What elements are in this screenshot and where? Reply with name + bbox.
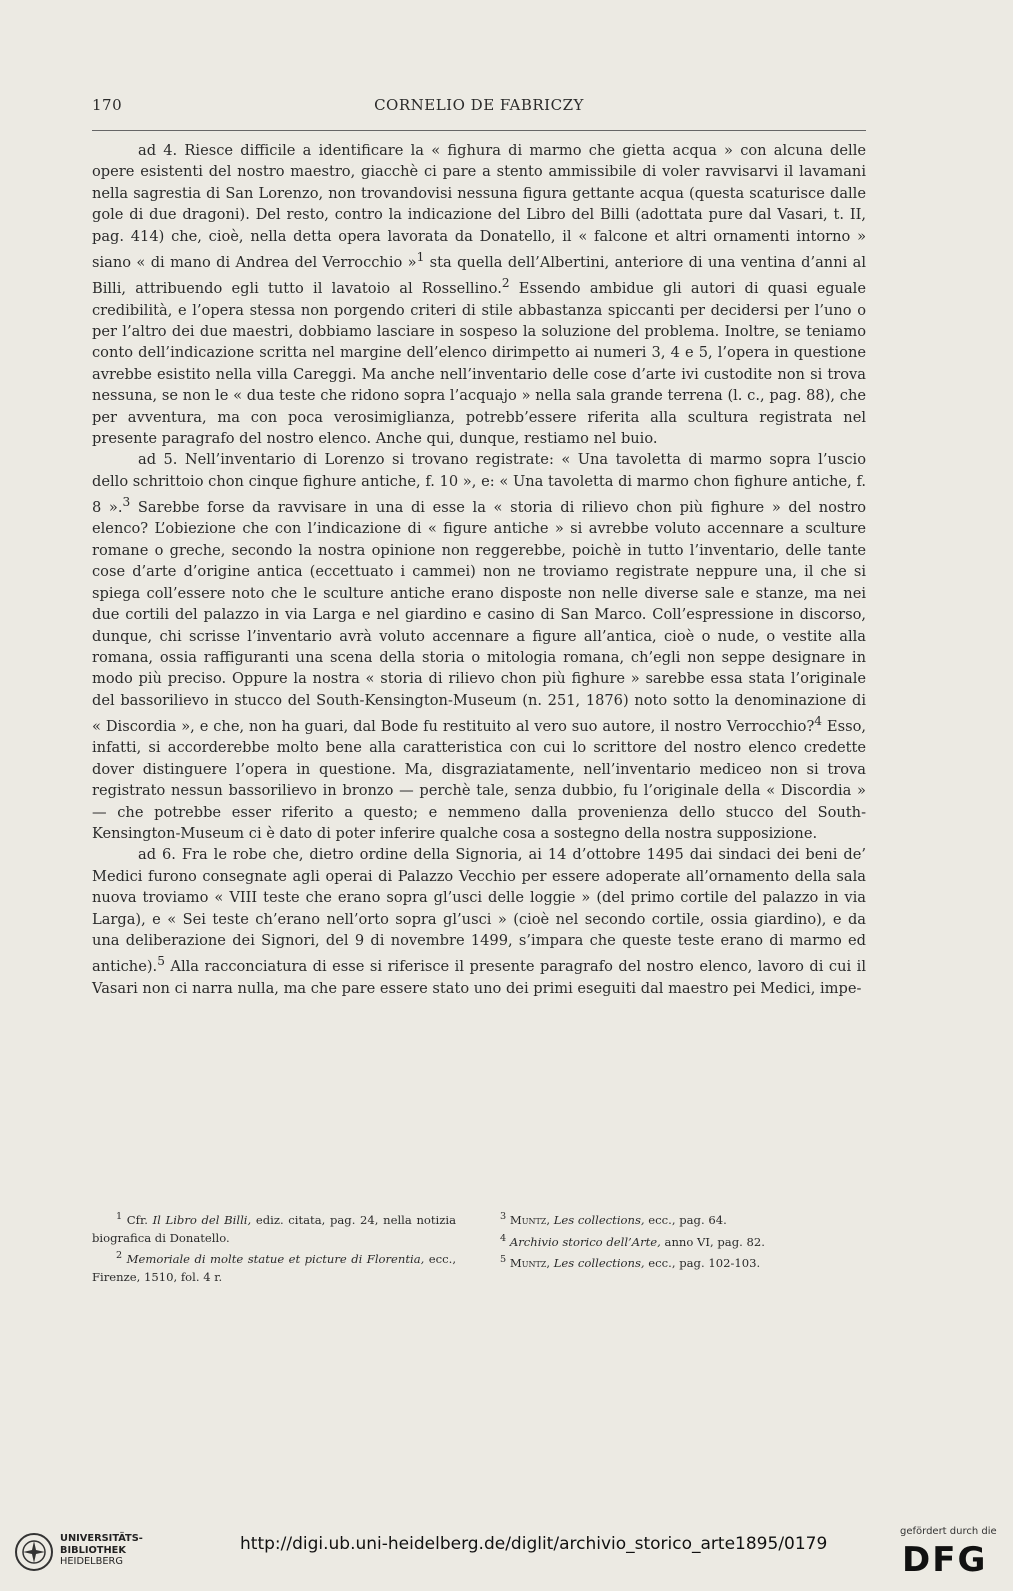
footnote-ref: 1 [416,250,425,265]
footnote-ref: 5 [157,954,165,969]
text-run: Sarebbe forse da ravvisare in una di esse la « storia di rilievo chon più fighure » del nostro elenco? L’obiezione che con l’indicazione di « figure antiche » si avrebbe voluto accennare a sculture romane o greche, secondo la nostra opinione non reggerebbe, poichè in tutto l’inventario, delle tante cose d’arte d’origine antica (eccettuato i cammei) non ne troviamo registrate neppure una, il che si spiega coll’essere noto che le sculture antiche erano disposte non nelle diverse sale e stanze, ma nei due cortili del palazzo in via Larga e nel giardino e casino di San Marco. Coll’espressione in discorso, dunque, chi scrisse l’inventario avrà voluto accennare a figure all’antica, cioè o nude, o vestite alla romana, ossia raffiguranti una scena della storia o mitologia romana, ch’egli non seppe designare in modo più preciso. Oppure la nostra « storia di rilievo chon più fighure » sarebbe essa stata l’originale del bassorilievo in stucco del South-Kensington-Museum (n. 251, 1876) noto sotto la denominazione di « Discordia », e che, non ha guari, dal Bode fu restituito al vero suo autore, il nostro Verrocchio? [92,499,867,735]
page-number: 170 [92,96,123,114]
footnote-ref: 3 [122,495,131,510]
footnotes-right-column [490,1208,854,1273]
page-header [92,96,866,122]
text-run: ad 4. Riesce difficile a identificare la « fighura di marmo che gietta acqua » con alcuna delle opere esistenti del nostro maestro, giacchè ci pare a stento ammissibile di voler ravvisarvi il lavamani nella sagrestia di San Lorenzo, non trovandovisi nessuna figura gettante acqua (questa scaturisce dalle gole di due dragoni). Del resto, contro la indicazione del Libro del Billi (adottata pure dal Vasari, t. II, pag. 414) che, cioè, nella detta opera lavorata da Donatello, il « falcone et altri ornamenti intorno » siano « di mano di Andrea del Verrocchio » [92,142,866,271]
text-run: ediz. citata, pag. 24, nella notizia biografica di Donatello. [92,1212,456,1245]
permalink-url[interactable]: http://digi.ub.uni-heidelberg.de/diglit/archivio_storico_arte1895/0179 [240,1534,828,1554]
footnote-5 [490,1251,854,1273]
library-line-3: HEIDELBERG [60,1556,123,1567]
footnote-ref: 2 [501,276,510,291]
funding-note: gefördert durch die [900,1526,997,1537]
university-seal-icon [14,1532,54,1572]
footnote-ref: 4 [500,1232,507,1244]
footer-bar [0,1518,1013,1591]
footnote-ref: 1 [116,1211,123,1222]
text-run: anno VI, pag. 82. [660,1234,765,1249]
footnote-ref: 5 [500,1254,507,1266]
italic-run: Il Libro del Billi, [152,1212,252,1227]
italic-run: Les collections, [553,1256,645,1271]
text-run: Essendo ambidue gli autori di quasi eguale credibilità, e l’opera stessa non porgendo criteri di stile abbastanza spiccanti per decidersi per l’uno o per l’altro dei due maestri, dobbiamo lasciare in sospeso la soluzione del problema. Inoltre, se teniamo conto dell’indicazione scritta nel margine dell’elenco dirimpetto ai numeri 3, 4 e 5, l’opera in questione avrebbe esistito nella villa Careggi. Ma anche nell’inventario delle cose d’arte ivi custodite non si trova nessuna, se non le « dua teste che ridono sopra l’acquajo » nella sala grande terrena (l. c., pag. 88), che per avventura, ma con poca verosimiglianza, potrebb’essere riferita alla scultura registrata nel presente paragrafo del nostro elenco. Anche qui, dunque, restiamo nel buio. [92,280,866,447]
running-title: CORNELIO DE FABRICZY [374,96,584,114]
header-rule [92,130,866,131]
text-run: ad 5. Nell’inventario di Lorenzo si trovano registrate: « Una tavoletta di marmo sopra l’uscio dello schrittoio chon cinque fighure antiche, f. 10 », e: « Una tavoletta di marmo chon fighure antiche, f. 8 ». [92,451,866,517]
footnote-1 [92,1208,456,1247]
library-line-1: UNIVERSITÄTS- [60,1533,143,1544]
body-text [92,140,866,999]
footnote-4 [490,1230,854,1252]
author-name: Muntz, [509,1212,551,1227]
paragraph-ad-5 [92,449,866,844]
library-logo-text [60,1533,143,1568]
text-run: ecc., pag. 64. [644,1212,727,1227]
text-run: ecc., Firenze, 1510, fol. 4 r. [92,1252,457,1285]
paragraph-ad-6 [92,844,866,999]
footnotes-left-column [92,1208,456,1287]
footnote-ref: 3 [500,1211,507,1222]
italic-run: Les collections, [553,1212,645,1227]
library-line-2: BIBLIOTHEK [60,1544,126,1556]
text-run: sta quella dell’Albertini, anteriore di una ventina d’anni al Billi, attribuendo egli tutto il lavatoio al Rossellino. [92,253,866,298]
text-run: Cfr. [122,1212,153,1227]
italic-run: Memoriale di molte statue et picture di Florentia, [126,1252,425,1267]
text-run: ad 6. Fra le robe che, dietro ordine della Signoria, ai 14 d’ottobre 1495 dai sindaci dei beni de’ Medici furono consegnate agli operai di Palazzo Vecchio per essere adoperate all’ornamento della sala nuova troviamo « VIII teste che erano sopra gl’usci delle loggie » (del primo cortile del palazzo in via Larga), e « Sei teste ch’erano nell’orto sopra gl’usci » (cioè nel secondo cortile, ossia giardino), e da una deliberazione dei Signori, del 9 di novembre 1499, s’impara che queste teste erano di marmo ed antiche). [92,846,866,976]
text-run: Esso, infatti, si accorderebbe molto bene alla caratteristica con cui lo scrittore del nostro elenco credette dover distinguere l’opera in questione. Ma, disgraziatamente, nell’inventario mediceo non si trova registrato nessun bassorilievo in bronzo — perchè tale, senza dubbio, fu l’originale della « Discordia » — che potrebbe esser riferito a questo; e nemmeno dalla provenienza dello stucco del South-Kensington-Museum ci è dato di poter inferire qualche cosa a sostegno della nostra supposizione. [92,718,866,843]
text-run: ecc., pag. 102-103. [644,1256,761,1271]
italic-run: Archivio storico dell’Arte, [509,1234,661,1249]
footnote-ref: 4 [814,714,823,729]
paragraph-ad-4 [92,140,866,449]
author-name: Muntz, [509,1256,551,1271]
footnote-3 [490,1208,854,1230]
footnote-ref: 2 [116,1250,123,1262]
footnotes [92,1208,866,1308]
dfg-logo: DFG [902,1540,988,1580]
text-run: Alla racconciatura di esse si riferisce il presente paragrafo del nostro elenco, lavoro di cui il Vasari non ci narra nulla, ma che pare essere stato uno dei primi eseguiti dal maestro pei Medici, impe- [92,958,866,997]
footnote-2 [92,1247,456,1286]
